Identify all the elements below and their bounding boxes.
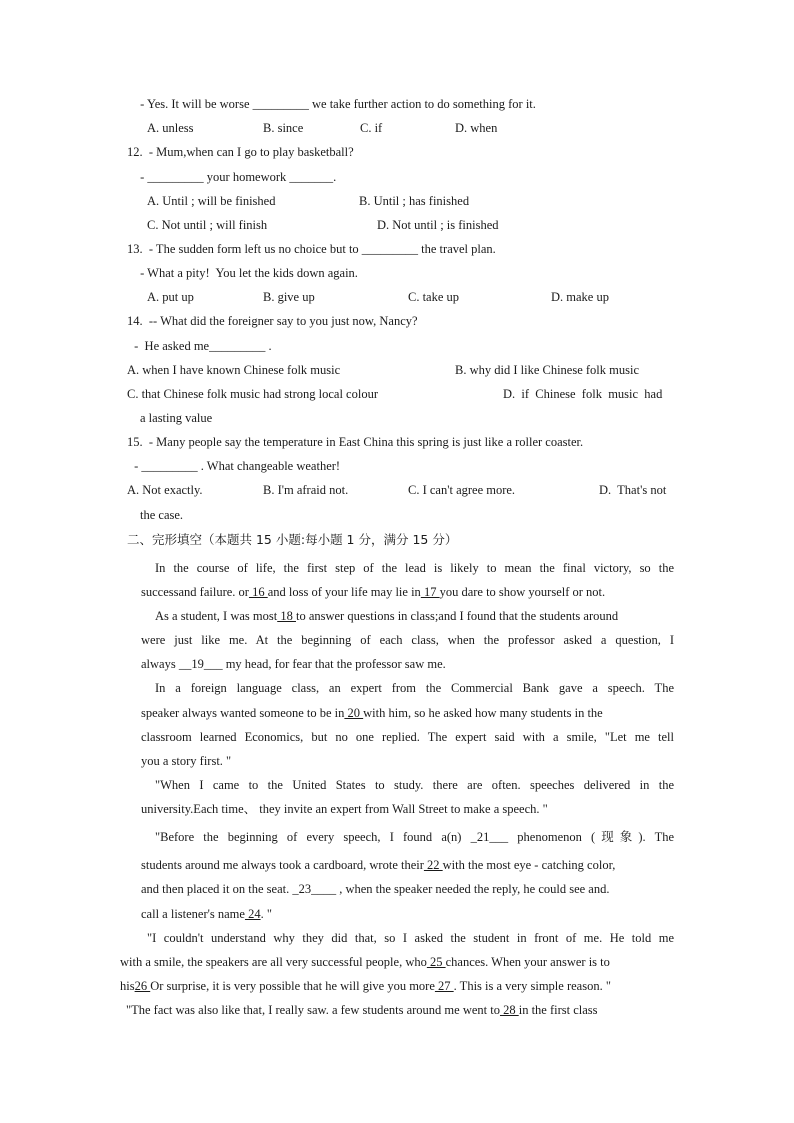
passage-line: and then placed it on the seat. _23____ , when the speaker needed the reply, he could see and.: [141, 882, 610, 896]
q11-answer-line: - Yes. It will be worse _________ we take further action to do something for it.: [137, 97, 536, 111]
passage-line: "Before the beginning of every speech, I found a(n) _21___ phenomenon (现象). The: [155, 830, 674, 844]
q11-option-b: B. since: [263, 121, 304, 135]
q11-option-a: A. unless: [147, 121, 194, 135]
passage-line: with a smile, the speakers are all very successful people, who 25 chances. When your answer is to: [120, 955, 610, 969]
blank-26: 26: [134, 979, 151, 993]
passage-line: were just like me. At the beginning of each class, when the professor asked a question, I: [141, 633, 674, 647]
q15-question: 15. - Many people say the temperature in East China this spring is just like a roller coaster.: [127, 435, 584, 449]
passage-line: "The fact was also like that, I really saw. a few students around me went to 28 in the first class: [126, 1003, 598, 1017]
blank-24: 24: [244, 907, 261, 921]
blank-16: 16: [248, 585, 268, 599]
passage-line: always __19___ my head, for fear that the professor saw me.: [141, 657, 446, 671]
q14-option-d: D. if Chinese folk music had: [503, 387, 663, 401]
passage-line: "When I came to the United States to study. there are often. speeches delivered in the: [155, 778, 674, 792]
passage-line: successand failure. or 16 and loss of your life may lie in 17 you dare to show yourself or not.: [141, 585, 606, 599]
q13-answer-line: - What a pity! You let the kids down again.: [137, 266, 358, 280]
q12-option-b: B. Until ; has finished: [359, 194, 470, 208]
blank-20: 20: [344, 706, 364, 720]
section-heading: 二、完形填空（本题共 15 小题:每小题 1 分，满分 15 分）: [127, 532, 458, 547]
q13-option-a: A. put up: [147, 290, 194, 304]
q12-option-a: A. Until ; will be finished: [147, 194, 276, 208]
q14-option-b: B. why did I like Chinese folk music: [455, 363, 640, 377]
passage-line: "I couldn't understand why they did that, so I asked the student in front of me. He told me: [147, 931, 674, 945]
blank-27: 27: [434, 979, 454, 993]
passage-line: his26 Or surprise, it is very possible that he will give you more 27 . This is a very simple reason. ": [120, 979, 611, 993]
passage-line: In a foreign language class, an expert from the Commercial Bank gave a speech. The: [155, 681, 674, 695]
blank-18: 18: [277, 609, 296, 623]
q15-answer-line: - _________ . What changeable weather!: [131, 459, 341, 473]
blank-25: 25: [426, 955, 446, 969]
blank-22: 22: [423, 858, 443, 872]
q15-option-a: A. Not exactly.: [127, 483, 203, 497]
passage-line: students around me always took a cardboard, wrote their 22 with the most eye - catching color,: [141, 858, 616, 872]
q13-option-c: C. take up: [408, 290, 460, 304]
q11-option-d: D. when: [455, 121, 498, 135]
passage-line: In the course of life, the first step of the lead is likely to mean the final victory, so the: [155, 561, 674, 575]
passage-line: classroom learned Economics, but no one replied. The expert said with a smile, "Let me tell: [141, 730, 674, 744]
q12-option-d: D. Not until ; is finished: [377, 218, 499, 232]
q15-option-c: C. I can't agree more.: [408, 483, 516, 497]
q12-answer-line: - _________ your homework _______.: [137, 170, 337, 184]
passage-line: As a student, I was most 18 to answer questions in class;and I found that the students around: [155, 609, 619, 623]
blank-17: 17: [420, 585, 440, 599]
q12-option-c: C. Not until ; will finish: [147, 218, 268, 232]
q13-option-d: D. make up: [551, 290, 609, 304]
passage-line: speaker always wanted someone to be in 20 with him, so he asked how many students in the: [141, 706, 603, 720]
q14-option-a: A. when I have known Chinese folk music: [127, 363, 341, 377]
q14-answer-line: - He asked me_________ .: [131, 339, 272, 353]
q15-option-d: D. That's not: [599, 483, 667, 497]
q13-option-b: B. give up: [263, 290, 315, 304]
q15-option-b: B. I'm afraid not.: [263, 483, 349, 497]
passage-line: university.Each time、 they invite an expert from Wall Street to make a speech. ": [141, 802, 548, 816]
q12-question: 12. - Mum,when can I go to play basketball?: [127, 145, 354, 159]
q13-question: 13. - The sudden form left us no choice but to _________ the travel plan.: [127, 242, 496, 256]
passage-line: call a listener's name 24. ": [141, 907, 272, 921]
q14-question: 14. -- What did the foreigner say to you just now, Nancy?: [127, 314, 418, 328]
q14-option-d-continued: a lasting value: [140, 411, 213, 425]
blank-28: 28: [499, 1003, 519, 1017]
q14-option-c: C. that Chinese folk music had strong local colour: [127, 387, 378, 401]
passage-line: you a story first. ": [141, 754, 232, 768]
q11-option-c: C. if: [360, 121, 383, 135]
q15-option-d-continued: the case.: [140, 508, 184, 522]
